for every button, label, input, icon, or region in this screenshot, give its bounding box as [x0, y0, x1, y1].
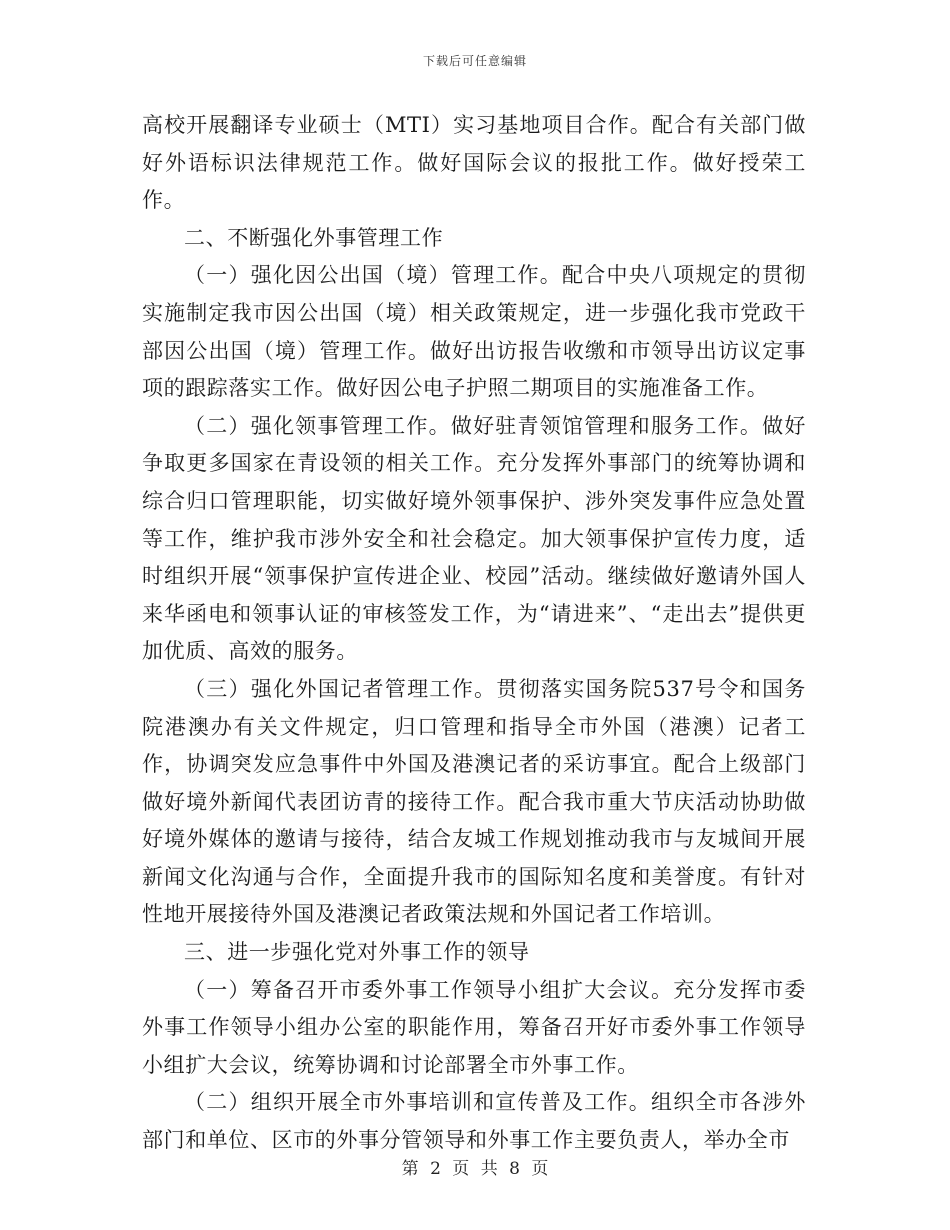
paragraph-consular: （二）强化领事管理工作。做好驻青领馆管理和服务工作。做好争取更多国家在青设领的相关工作。充分发挥外事部门的统筹协调和综合归口管理职能，切实做好境外领事保护、涉外突发事件应急处置等工作，维护我市涉外安全和社会稳定。加大领事保护宣传力度，适时组织开展“领事保护宣传进企业、校园”活动。继续做好邀请外国人来华函电和领事认证的审核签发工作，为“请进来”、“走出去”提供更加优质、高效的服务。: [142, 413, 806, 664]
paragraph-continuation: 高校开展翻译专业硕士（MTI）实习基地项目合作。配合有关部门做好外语标识法律规范工作。做好国际会议的报批工作。做好授荣工作。: [142, 113, 806, 213]
section-heading-3: 三、进一步强化党对外事工作的领导: [184, 940, 530, 965]
document-body: [142, 107, 806, 1160]
paragraph-training: （二）组织开展全市外事培训和宣传普及工作。组织全市各涉外部门和单位、区市的外事分管领导和外事工作主要负责人，举办全市: [142, 1090, 806, 1153]
paragraph-foreign-journalists: （三）强化外国记者管理工作。贯彻落实国务院537号令和国务院港澳办有关文件规定，归口管理和指导全市外国（港澳）记者工作，协调突发应急事件中外国及港澳记者的采访事宜。配合上级部门做好境外新闻代表团访青的接待工作。配合我市重大节庆活动协助做好境外媒体的邀请与接待，结合友城工作规划推动我市与友城间开展新闻文化沟通与合作，全面提升我市的国际知名度和美誉度。有针对性地开展接待外国及港澳记者政策法规和外国记者工作培训。: [142, 676, 806, 927]
paragraph-outbound-travel: （一）强化因公出国（境）管理工作。配合中央八项规定的贯彻实施制定我市因公出国（境）相关政策规定，进一步强化我市党政干部因公出国（境）管理工作。做好出访报告收缴和市领导出访议定事项的跟踪落实工作。做好因公电子护照二期项目的实施准备工作。: [142, 263, 806, 401]
page-header: 下载后可任意编辑: [422, 54, 527, 68]
paragraph-leadership-meeting: （一）筹备召开市委外事工作领导小组扩大会议。充分发挥市委外事工作领导小组办公室的职能作用，筹备召开好市委外事工作领导小组扩大会议，统筹协调和讨论部署全市外事工作。: [142, 977, 806, 1077]
section-heading-2: 二、不断强化外事管理工作: [184, 225, 444, 250]
page-number: 第 2 页 共 8 页: [401, 1159, 549, 1179]
